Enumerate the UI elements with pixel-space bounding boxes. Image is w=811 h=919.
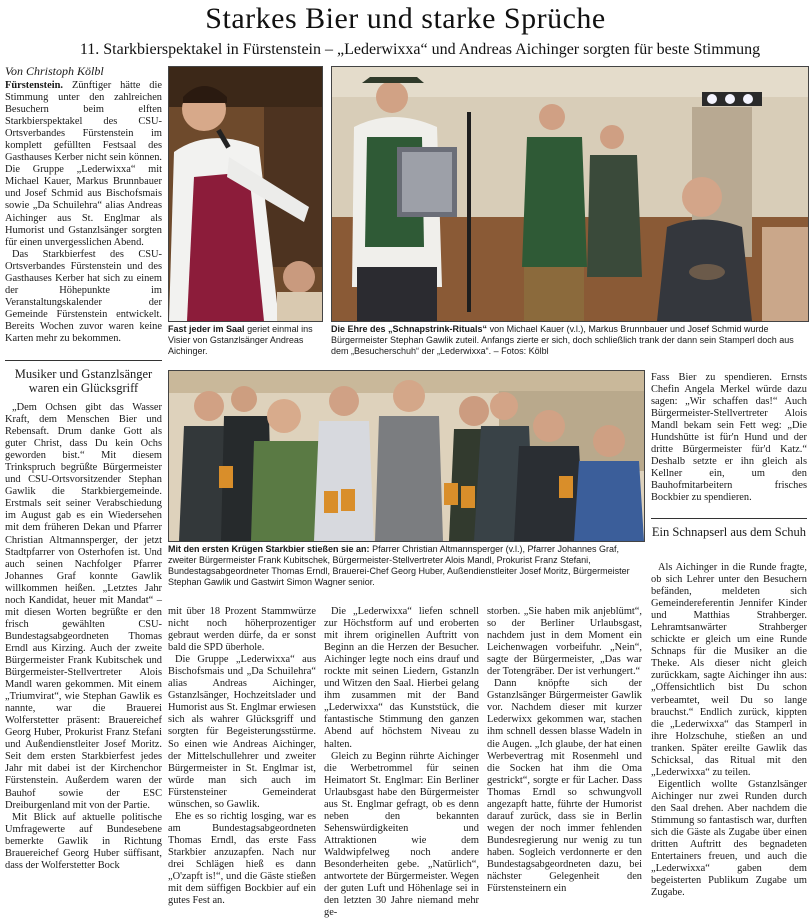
lead-column bbox=[5, 80, 162, 355]
col2-paragraph-3: Ehe es so richtig losging, war es am Bundestagsabgeordneten Thomas Erndl, das erste Fass Starkbier anzuzapfen. Nach nur drei Schlägen hieß es dann „O'zapft is!“, und die Gäste stießen mit dem süffigen Bockbier auf ein gutes Fest an. bbox=[168, 810, 316, 907]
caption-group-toast-lead: Mit den ersten Krügen Starkbier stießen sie an: bbox=[168, 544, 370, 554]
col5-top bbox=[651, 372, 807, 510]
col2 bbox=[168, 606, 316, 907]
col2-paragraph-2: Die Gruppe „Lederwixxa“ aus Bischofsmais und „Da Schuilehra“ alias Andreas Aichinger, Gstanzlsänger, Hochzeitslader und Humorist aus St. Englmar erwiesen sich als wahrer Glücksgriff und sorgten für Begeisterungsstürme. So einen wie Andreas Aichinger, der Mittelschullehrer und zweiter Bürgermeister in St. Englmar ist, würde man sich auch im Fürstensteiner Gemeinderat wünschen, so Gawlik. bbox=[168, 654, 316, 810]
col5-paragraph-1: Fass Bier zu spendieren. Ernsts Chefin Angela Merkel würde dazu sagen: „Wir schaffen das!“ Auch Bürgermeister-Stellvertreter Alois Mandl bekam sein Fett weg: „Die Hundshütte ist für'n Hund und der dritte Bürgermeister für'd Katz.“ Deshalb setzte er ihn gleich als Kellner ein, um den Bauhofmitarbeitern frisches Bockbier zu spendieren. bbox=[651, 372, 807, 504]
col1-continued bbox=[5, 402, 162, 897]
caption-group-toast bbox=[168, 544, 643, 600]
col4-paragraph-2: Dann knöpfte sich der Gstanzlsänger Bürgermeister Gawlik vor. Nachdem dieser mit kurzer Lederwixx gekommen war, stachen ihm schnell dessen blasse Wadeln in die Augen. „Ich glaube, der hat einen Werbevertrag mit Rosenmehl und die Socken hat ihm die Oma gestrickt“, sorgte er für Lacher. Dass Thomas Erndl so schwungvoll angezapft hatte, führte der Humorist darauf zurück, dass sie in Berlin wegen der noch immer fehlenden Bundesregierung nur wenig zu tun haben. Sogleich verdonnerte er den Bundestagsabgeordneten dazu, bei nächster Gelegenheit den Fürstensteinern ein bbox=[487, 678, 642, 895]
caption-schnapps-ritual-text: von Michael Kauer (v.l.), Markus Brunnbauer und Josef Schmid wurde Bürgermeister Stephan Gawlik zuteil. Anfangs zierte er sich, doch schließlich trank der dann sein Stamperl doch aus dem „Besucherschuh“ der „Lederwixxa“. – Fotos: Kölbl bbox=[331, 324, 794, 356]
col1-paragraph-2: Das Starkbierfest des CSU-Ortsverbandes Fürstenstein und des Gasthauses Kerber hat sich zu einem der Höhepunkte im Veranstaltungskalender der Gemeinde Fürstenstein entwickelt. Bereits Wochen zuvor waren keine Karten mehr zu bekommen. bbox=[5, 248, 162, 344]
col5-paragraph-2: Als Aichinger in die Runde fragte, ob sich Lehrer unter den Besuchern befänden, meldeten sich Gemeindereferentin Jennifer Kinder und Matthias Strahberger. Lehramtsanwärter Strahberger schickte er gleich um eine Runde Schnaps für die Musiker an die Theke. Als dieser nicht gleich zurückkam, sagte Aichinger ihn aus: „Offensichtlich bist Du schon verbeamtet, weil Du so lange brauchst.“ Endlich zurück, kippten die „Lederwixxa“ das Stamperl in ihre Holzschuhe, stießen an und tranken. Später ereilte Gawlik das Schicksal, das Ritual mit den „Lederwixxa“ zu teilen. bbox=[651, 562, 807, 778]
photo-singer bbox=[168, 66, 323, 322]
caption-schnapps-ritual-lead: Die Ehre des „Schnapstrink-Rituals“ bbox=[331, 324, 488, 334]
subhead-musicians: Musiker und Gstanzlsänger waren ein Glücksgriff bbox=[5, 360, 162, 395]
col3-paragraph-1: Die „Lederwixxa“ liefen schnell zur Höchstform auf und eroberten mit ihrem originellen Auftritt von Beginn an die Herzen der Besucher. Aichinger legte noch eins drauf und rockte mit seinen Liedern, Gstanzln und Witzen den Saal. Hierbei gelang ihm zusammen mit der Band „Lederwixxa“ das Kunststück, die fantastische Stimmung den ganzen Abend auf höchstem Niveau zu halten. bbox=[324, 606, 479, 750]
caption-photo-singer-text: geriet einmal ins Visier von Gstanzlsänger Andreas Aichinger. bbox=[168, 324, 313, 356]
subheadline: 11. Starkbierspektakel in Fürstenstein – „Lederwixxa“ und Andreas Aichinger sorgten für beste Stimmung bbox=[79, 41, 761, 58]
col2-paragraph-1: mit über 18 Prozent Stammwürze nicht noch höherprozentiger gebraut werden dürfe, da er sonst bald die SPD überhole. bbox=[168, 606, 316, 654]
headline: Starkes Bier und starke Sprüche bbox=[205, 2, 606, 35]
col3-paragraph-2: Gleich zu Beginn rührte Aichinger die Werbetrommel für seinen Heimatort St. Englmar: Ein Berliner Urlaubsgast habe den Bürgermeister aus St. Englmar gefragt, ob es denn neben den bekannten Sehenswürdigkeiten und Attraktionen wie dem Waldwipfelweg noch andere Besonderheiten gebe. „Natürlich“, antwortete der Bürgermeister. Wegen der guten Luft und Höhenlage sei in den letzten 30 Jahre niemand mehr ge- bbox=[324, 750, 479, 919]
caption-photo-singer-lead: Fast jeder im Saal bbox=[168, 324, 245, 334]
photo-group-toast bbox=[168, 370, 645, 542]
caption-photo-singer bbox=[168, 324, 324, 354]
col3 bbox=[324, 606, 479, 919]
col4 bbox=[487, 606, 642, 898]
photo-schnapps-ritual bbox=[331, 66, 809, 322]
caption-schnapps-ritual bbox=[331, 324, 807, 358]
subhead-schnapserl: Ein Schnapserl aus dem Schuh bbox=[651, 518, 807, 539]
lead-text: Zünftiger hätte die Stimmung unter den zahlreichen Besuchern beim elften Starkbierspektakel des CSU-Ortsverbandes Fürstenstein im komplett gefüllten Festsaal des Gasthauses Kerber nicht sein können. Die Gruppe „Lederwixxa“ mit Michael Kauer, Markus Brunnbauer und Josef Schmid aus Bischofsmais sowie „Da Schuilehra“ alias Andreas Aichinger aus St. Englmar als Humorist und Gstanzlsänger sorgten für einen unvergesslichen Abend. bbox=[5, 80, 162, 248]
col1-paragraph-3: „Dem Ochsen gibt das Wasser Kraft, dem Menschen Bier und Rebensaft. Drum danke Gott als guter Christ, dass Du kein Ochs geworden bist.“ Mit diesem Trinkspruch begrüßte Bürgermeister und CSU-Ortsvorsitzender Stephan Gawlik die Starkbiergemeinde. Erstmals seit seiner Verabschiedung im August gab es ein Wiedersehen mit dem früheren Dekan und Pfarrer Christian Altmannsperger, der jetzt Stadtpfarrer von Osterhofen ist. Und auch seinen Nachfolger Pfarrer Johannes Graf konnte Gawlik willkommen heißen. „Letztes Jahr noch Kandidat, heuer mit Mandat“ – mit diesen Worten begrüßte er den frisch gewählten CSU-Bundestagsabgeordneten Thomas Erndl aus Kirzing. Auch der zweite Bürgermeister Frank Kubitschek und Bürgermeister-Stellvertreter Alois Mandl waren gekommen. Mit einem „Triumvirat“, wie Stephan Gawlik es nannte, war die Brauerei Wolferstetter präsent: Brauereichef Georg Huber, Prokurist Franz Stefani und Außendienstleiter Josef Moritz. Seit dem ersten Starkbierfest jedes Jahr mit dabei ist der Kirchenchor Fürstenstein. Außerdem waren der Bauhof sowie der ESC Dreiburgenland mit von der Partie. bbox=[5, 402, 162, 811]
byline: Von Christoph Kölbl bbox=[5, 64, 104, 78]
col4-paragraph-1: storben. „Sie haben mik anjeblümt“, so der Berliner Urlaubsgast, nachdem just in dem Moment ein Leichenwagen vorbeifuhr. „Nein“, sagte der Bürgermeister, „Das war der Totengräber. Der ist verhungert.“ bbox=[487, 606, 642, 678]
col1-paragraph-4: Mit Blick auf aktuelle politische Umfragewerte auf Bundesebene bemerkte Gawlik in Richtung Brauereichef Georg Huber süffisant, dass der Wolferstetter Bock bbox=[5, 811, 162, 871]
caption-group-toast-text: Pfarrer Christian Altmannsperger (v.l.), Pfarrer Johannes Graf, zweiter Bürgermeister Frank Kubitschek, Bürgermeister-Stellvertreter Alois Mandl, Prokurist Franz Stefani, Bundestagsabgeordneter Thomas Erndl, Brauerei-Chef Georg Huber, Außendienstleiter Josef Moritz, Bürgermeister Stephan Gawlik und Gastwirt Simon Wagner senior. bbox=[168, 544, 630, 587]
col5-paragraph-3: Eigentlich wollte Gstanzlsänger Aichinger nur zwei Runden durch den Saal drehen. Aber nachdem die Stimmung so fantastisch war, durften sich die Gäste als Zugabe über einen dritten Auftritt des begnadeten Entertainers freuen, und auch die „Lederwixxa“ gaben dem begeisterten Publikum Zugabe um Zugabe. bbox=[651, 778, 807, 899]
col5-bottom bbox=[651, 562, 807, 898]
dateline: Fürstenstein. bbox=[5, 80, 64, 91]
